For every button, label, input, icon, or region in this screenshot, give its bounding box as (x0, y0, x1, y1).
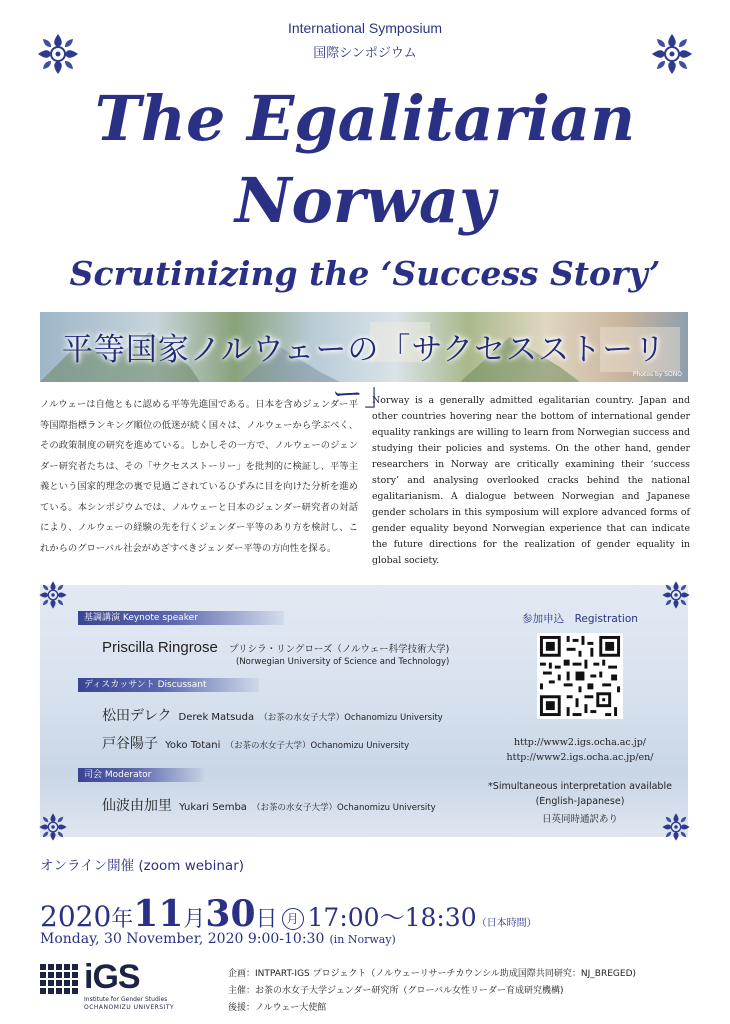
event-time: 17:00〜18:30 (307, 903, 477, 932)
date-year: 2020 (40, 900, 112, 933)
footer-support: 後援：ノルウェー大使館 (228, 1003, 327, 1013)
registration-url-en[interactable]: http://www2.igs.ocha.ac.jp/en/ (506, 752, 654, 763)
discussant-1-affil: （お茶の水女子大学）Ochanomizu University (259, 713, 443, 723)
event-date-en: Monday, 30 November, 2020 9:00-10:30 (40, 931, 325, 947)
igs-logo-sub1: Institute for Gender Studies (84, 996, 168, 1003)
moderator (102, 795, 436, 815)
subtitle: Scrutinizing the ‘Success Story’ (69, 254, 661, 293)
ornament-panel-top-right-icon (661, 580, 691, 610)
interpretation-note-3: 日英同時通訳あり (541, 814, 618, 825)
discussant-2-jp: 戸谷陽子 (102, 736, 158, 752)
keynote-label: 基調講演 Keynote speaker (78, 611, 284, 625)
discussant-1-en: Derek Matsuda (178, 712, 255, 723)
moderator-en: Yukari Semba (179, 802, 247, 813)
igs-logo-grid-icon (40, 964, 80, 1000)
date-day-char: 日 (255, 907, 278, 932)
timezone-en: (in Norway) (329, 933, 396, 946)
photo-banner (40, 312, 688, 413)
ornament-panel-bottom-right-icon (661, 812, 691, 842)
keynote-speaker (102, 637, 449, 656)
symposium-label-jp: 国際シンポジウム (313, 46, 417, 61)
keynote-affiliation: (Norwegian University of Science and Technology) (236, 657, 450, 667)
date-year-char: 年 (111, 907, 134, 932)
event-date-en-line (40, 928, 396, 947)
description-jp: ノルウェーは自他ともに認める平等先進国である。日本を含めジェンダー平等国際指標ランキング順位の低迷が続く国々は、ノルウェーから学ぶべく、その政策制度の研究を進めている。しかしその一方で、ノルウェーのジェンダー研究者たちは、その「サクセスストーリー」を批判的に検証し、平等主義という国家的理念の裏で見過ごされているひずみに目を向けた分析を進めている。本シンポジウムでは、ノルウェーと日本のジェンダー研究者の対話により、ノルウェーの経験の先を行くジェンダー平等のあり方を検討し、これからのグローバル社会がめざすべきジェンダー平等の方向性を探る。 (40, 399, 358, 554)
discussant-2 (102, 733, 409, 753)
interpretation-note-2: (English-Japanese) (535, 796, 625, 807)
registration-title: 参加申込 Registration (522, 613, 638, 625)
title-line-2: Norway (234, 164, 496, 237)
footer-host: 主催：お茶の水女子大学ジェンダー研究所（グローバル女性リーダー育成研究機構) (228, 986, 564, 996)
keynote-name: Priscilla Ringrose (102, 639, 218, 656)
registration-qr-code[interactable] (537, 633, 623, 719)
discussant-1-jp: 松田デレク (102, 708, 172, 724)
moderator-jp: 仙波由加里 (102, 798, 172, 814)
symposium-label-en: International Symposium (287, 20, 443, 36)
igs-logo (40, 958, 190, 1012)
description-en: Norway is a generally admitted egalitarian country. Japan and other countries hovering near the bottom of international gender equality rankings are willing to learn from Norwegian success and studying their policies and systems. On the other hand, gender researchers in Norway are critically examining their ‘success story’ and analysing overlooked cracks behind the national egalitarianism. A dialogue between Norwegian and Japanese gender scholars in this symposium will explore advanced forms of gender equality beyond Norwegian experience that can indicate the future directions for the realization of gender equality in global society. (372, 395, 690, 566)
date-day: 30 (205, 893, 256, 935)
timezone-jp: （日本時間） (476, 918, 537, 929)
speaker-panel (40, 585, 688, 837)
footer-planning: 企画：INTPART-IGS プロジェクト（ノルウェーリサーチカウンシル助成国際共同研究：NJ_BREGED) (228, 969, 637, 979)
ornament-panel-bottom-left-icon (38, 812, 68, 842)
date-month: 11 (133, 893, 184, 935)
registration-url-jp[interactable]: http://www2.igs.ocha.ac.jp/ (514, 737, 646, 748)
discussant-label: ディスカッサント Discussant (78, 678, 259, 692)
discussant-1 (102, 705, 443, 725)
date-month-char: 月 (183, 907, 206, 932)
banner-title: 平等国家ノルウェーの「サクセスストーリー」 (61, 332, 667, 413)
photo-credit: Photos by SONO (632, 371, 682, 378)
ornament-panel-top-left-icon (38, 580, 68, 610)
discussant-2-en: Yoko Totani (165, 740, 221, 751)
igs-logo-text: iGS (84, 958, 140, 996)
igs-logo-sub2: OCHANOMIZU UNIVERSITY (84, 1004, 175, 1011)
online-notice: オンライン開催 (zoom webinar) (40, 858, 245, 874)
interpretation-note-1: *Simultaneous interpretation available (488, 781, 672, 792)
moderator-label: 司会 Moderator (78, 768, 204, 782)
weekday-badge: 月 (282, 908, 304, 930)
discussant-2-affil: （お茶の水女子大学）Ochanomizu University (225, 741, 410, 751)
title-line-1: The Egalitarian (94, 82, 636, 155)
keynote-jp: プリシラ・リングローズ（ノルウェー科学技術大学) (228, 644, 450, 655)
moderator-affil: （お茶の水女子大学）Ochanomizu University (252, 803, 436, 813)
